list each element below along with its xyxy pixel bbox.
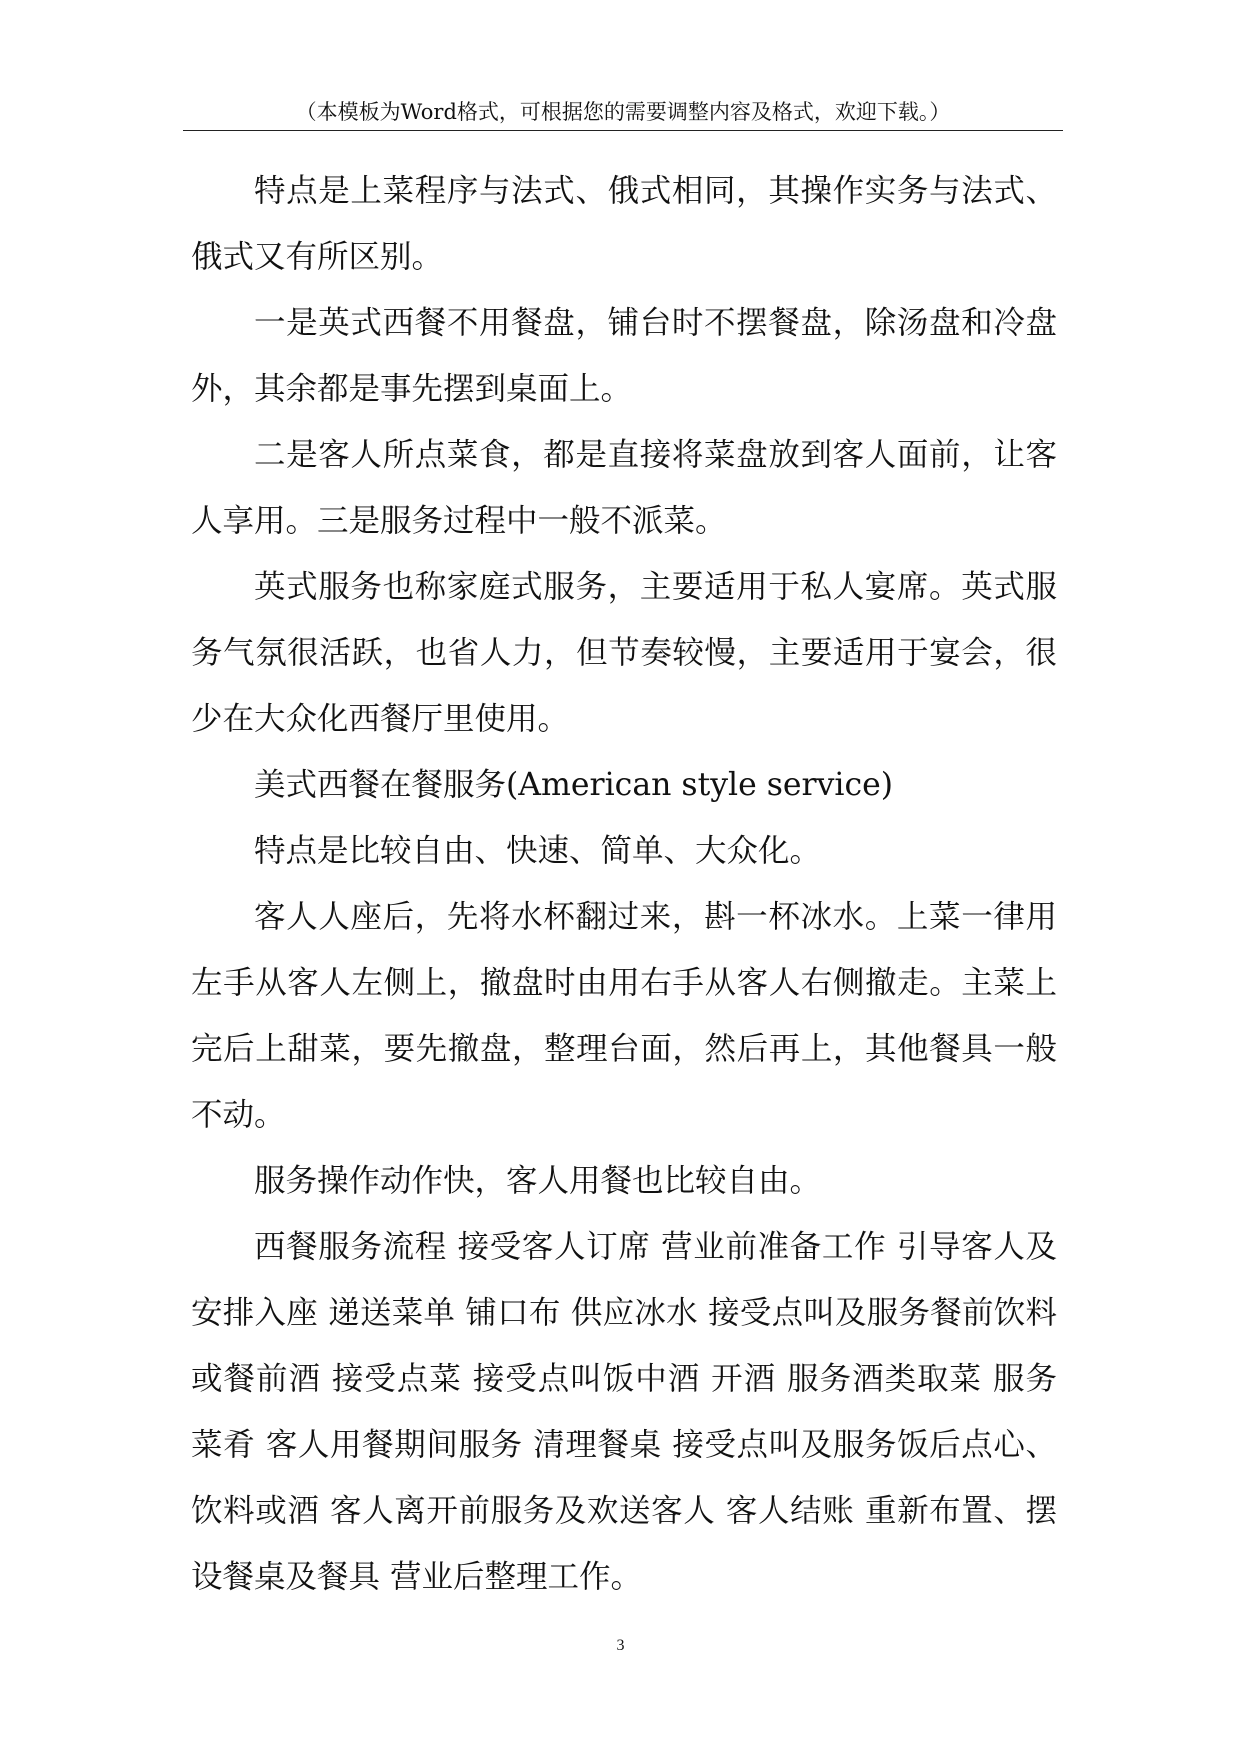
document-body bbox=[191, 158, 1057, 1610]
header-divider bbox=[183, 130, 1063, 131]
paragraph: 美式西餐在餐服务(American style service) bbox=[254, 767, 894, 803]
paragraph: 服务操作动作快，客人用餐也比较自由。 bbox=[254, 1163, 822, 1199]
paragraph: 特点是上菜程序与法式、俄式相同，其操作实务与法式、俄式又有所区别。 bbox=[191, 173, 1057, 275]
paragraph: 二是客人所点菜食，都是直接将菜盘放到客人面前，让客人享用。三是服务过程中一般不派菜。 bbox=[191, 437, 1057, 539]
page-number: 3 bbox=[616, 1637, 625, 1654]
paragraph: 英式服务也称家庭式服务，主要适用于私人宴席。英式服务气氛很活跃，也省人力，但节奏较慢，主要适用于宴会，很少在大众化西餐厅里使用。 bbox=[191, 569, 1057, 737]
paragraph: 特点是比较自由、快速、简单、大众化。 bbox=[254, 833, 822, 869]
paragraph: 西餐服务流程 接受客人订席 营业前准备工作 引导客人及安排入座 递送菜单 铺口布 供应冰水 接受点叫及服务餐前饮料或餐前酒 接受点菜 接受点叫饭中酒 开酒 服务酒类取菜 服务菜肴 客人用餐期间服务 清理餐桌 接受点叫及服务饭后点心、饮料或酒 客人离开前服务及欢送客人 客人结账 重新布置、摆设餐桌及餐具 营业后整理工作。 bbox=[191, 1229, 1057, 1595]
paragraph: 客人人座后，先将水杯翻过来，斟一杯冰水。上菜一律用左手从客人左侧上，撤盘时由用右手从客人右侧撤走。主菜上完后上甜菜，要先撤盘，整理台面，然后再上，其他餐具一般不动。 bbox=[191, 899, 1057, 1133]
paragraph: 一是英式西餐不用餐盘，铺台时不摆餐盘，除汤盘和冷盘外，其余都是事先摆到桌面上。 bbox=[191, 305, 1057, 407]
page-header-note: （本模板为Word格式，可根据您的需要调整内容及格式，欢迎下载。） bbox=[295, 100, 951, 124]
